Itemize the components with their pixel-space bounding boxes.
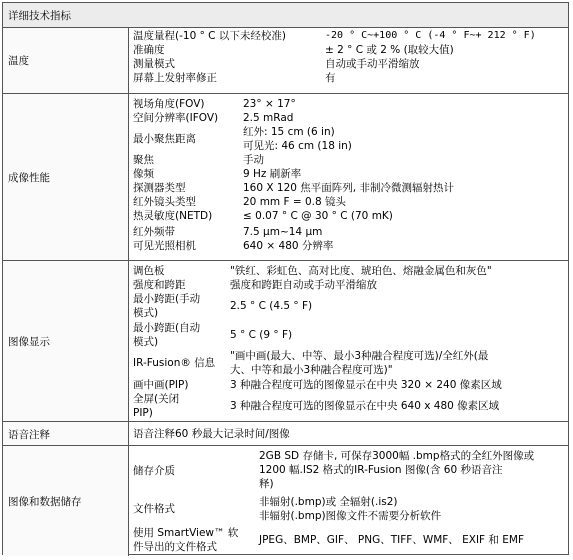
row-value: 3 种融合程度可选的图像显示在中央 640 x 480 像素区域 xyxy=(230,400,500,412)
row-value: 释) xyxy=(259,478,274,490)
row-label: 最小跨距(手动 xyxy=(133,293,201,305)
row-label: 储存介质 xyxy=(133,465,175,477)
category-temperature: 温度 xyxy=(3,28,129,94)
row-value: 自动或手动平滑缩放 xyxy=(325,58,420,70)
row-label: 全屏(关闭 xyxy=(133,393,180,405)
row-label: 可见光照相机 xyxy=(133,240,196,252)
row-value: JPEG、BMP、GIF、 PNG、TIFF、WMF、 EXIF 和 EMF xyxy=(259,534,525,546)
row-value: "画中画(最大、中等、最小3种融合程度可选)/全红外(最 xyxy=(230,350,489,362)
row-label: IR-Fusion® 信息 xyxy=(133,357,216,369)
row-label: 屏幕上发射率修正 xyxy=(133,72,217,84)
row-label: 调色板 xyxy=(133,265,165,277)
row-value: 3 种融合程度可选的图像显示在中央 320 × 240 像素区域 xyxy=(230,379,502,391)
row-label: 聚焦 xyxy=(133,154,154,166)
row-label: 最小聚焦距离 xyxy=(133,133,196,145)
row-value: 20 mm F = 0.8 镜头 xyxy=(243,196,347,208)
spec-table xyxy=(2,2,569,555)
row-label: 使用 SmartView™ 软 xyxy=(133,527,239,539)
row-label: 语音注释60 秒最大记录时间/图像 xyxy=(133,428,290,440)
row-value: -20 ° C~+100 ° C (-4 ° F~+ 212 ° F) xyxy=(325,30,536,41)
row-value: 2GB SD 存储卡, 可保存3000幅 .bmp格式的全红外图像或 xyxy=(259,450,535,462)
row-value: 2.5 ° C (4.5 ° F) xyxy=(230,300,313,312)
row-value: "铁红、彩虹色、高对比度、琥珀色、熔融金属色和灰色" xyxy=(230,265,492,277)
row-label: 空间分辨率(IFOV) xyxy=(133,112,219,124)
row-value: 红外: 15 cm (6 in) xyxy=(243,126,335,138)
row-label: 像频 xyxy=(133,168,154,180)
row-label: 温度量程(-10 ° C 以下未经校准) xyxy=(133,30,286,42)
row-value: 可见光: 46 cm (18 in) xyxy=(243,140,352,152)
row-value: ≤ 0.07 ° C @ 30 ° C (70 mK) xyxy=(243,210,393,222)
section-temperature xyxy=(129,28,568,94)
row-value: ± 2 ° C 或 2 % (取较大值) xyxy=(325,44,454,56)
section-voice-annotation xyxy=(129,422,568,446)
row-label: 热灵敏度(NETD) xyxy=(133,210,213,222)
table-header xyxy=(3,3,568,28)
row-label: 画中画(PIP) xyxy=(133,379,189,391)
row-label: 准确度 xyxy=(133,44,165,56)
category-voice-annotation: 语音注释 xyxy=(3,422,129,446)
row-value: 640 × 480 分辨率 xyxy=(243,240,334,252)
row-value: 大、中等和最小3种融合程度可选)" xyxy=(230,364,393,376)
row-value: 9 Hz 刷新率 xyxy=(243,168,302,180)
category-imaging-performance: 成像性能 xyxy=(3,94,129,261)
row-value: 5 ° C (9 ° F) xyxy=(230,329,293,341)
row-label: 文件格式 xyxy=(133,503,175,515)
section-image-display xyxy=(129,261,568,422)
row-label: 强度和跨距 xyxy=(133,279,186,291)
category-image-display: 图像显示 xyxy=(3,261,129,422)
row-value: 非辐射(.bmp)图像文件不需要分析软件 xyxy=(259,510,442,522)
row-label: 红外频带 xyxy=(133,226,175,238)
row-label: 红外镜头类型 xyxy=(133,196,196,208)
row-label: 模式) xyxy=(133,336,159,348)
row-value: 1200 幅.IS2 格式的IR-Fusion 图像(含 60 秒语音注 xyxy=(259,464,503,476)
row-value: 23° × 17° xyxy=(243,98,296,110)
section-image-data-storage xyxy=(129,446,568,556)
row-value: 有 xyxy=(325,72,336,84)
row-value: 非辐射(.bmp)或 全辐射(.is2) xyxy=(259,496,398,508)
row-value: 160 X 120 焦平面阵列, 非制冷微测辐射热计 xyxy=(243,182,454,194)
category-image-data-storage: 图像和数据储存 xyxy=(3,446,129,556)
row-value: 7.5 µm~14 µm xyxy=(243,226,323,238)
row-value: 强度和跨距自动或手动平滑缩放 xyxy=(230,279,377,291)
row-label: 测量模式 xyxy=(133,58,175,70)
row-value: 2.5 mRad xyxy=(243,112,294,124)
row-label: 视场角度(FOV) xyxy=(133,98,205,110)
section-imaging-performance xyxy=(129,94,568,261)
row-label: 探测器类型 xyxy=(133,182,186,194)
row-label: 件导出的文件格式 xyxy=(133,541,217,553)
row-label: 最小跨距(自动 xyxy=(133,322,201,334)
row-label: PIP) xyxy=(133,407,153,419)
row-value: 手动 xyxy=(243,154,264,166)
table-title: 详细技术指标 xyxy=(8,10,71,22)
row-label: 模式) xyxy=(133,307,159,319)
